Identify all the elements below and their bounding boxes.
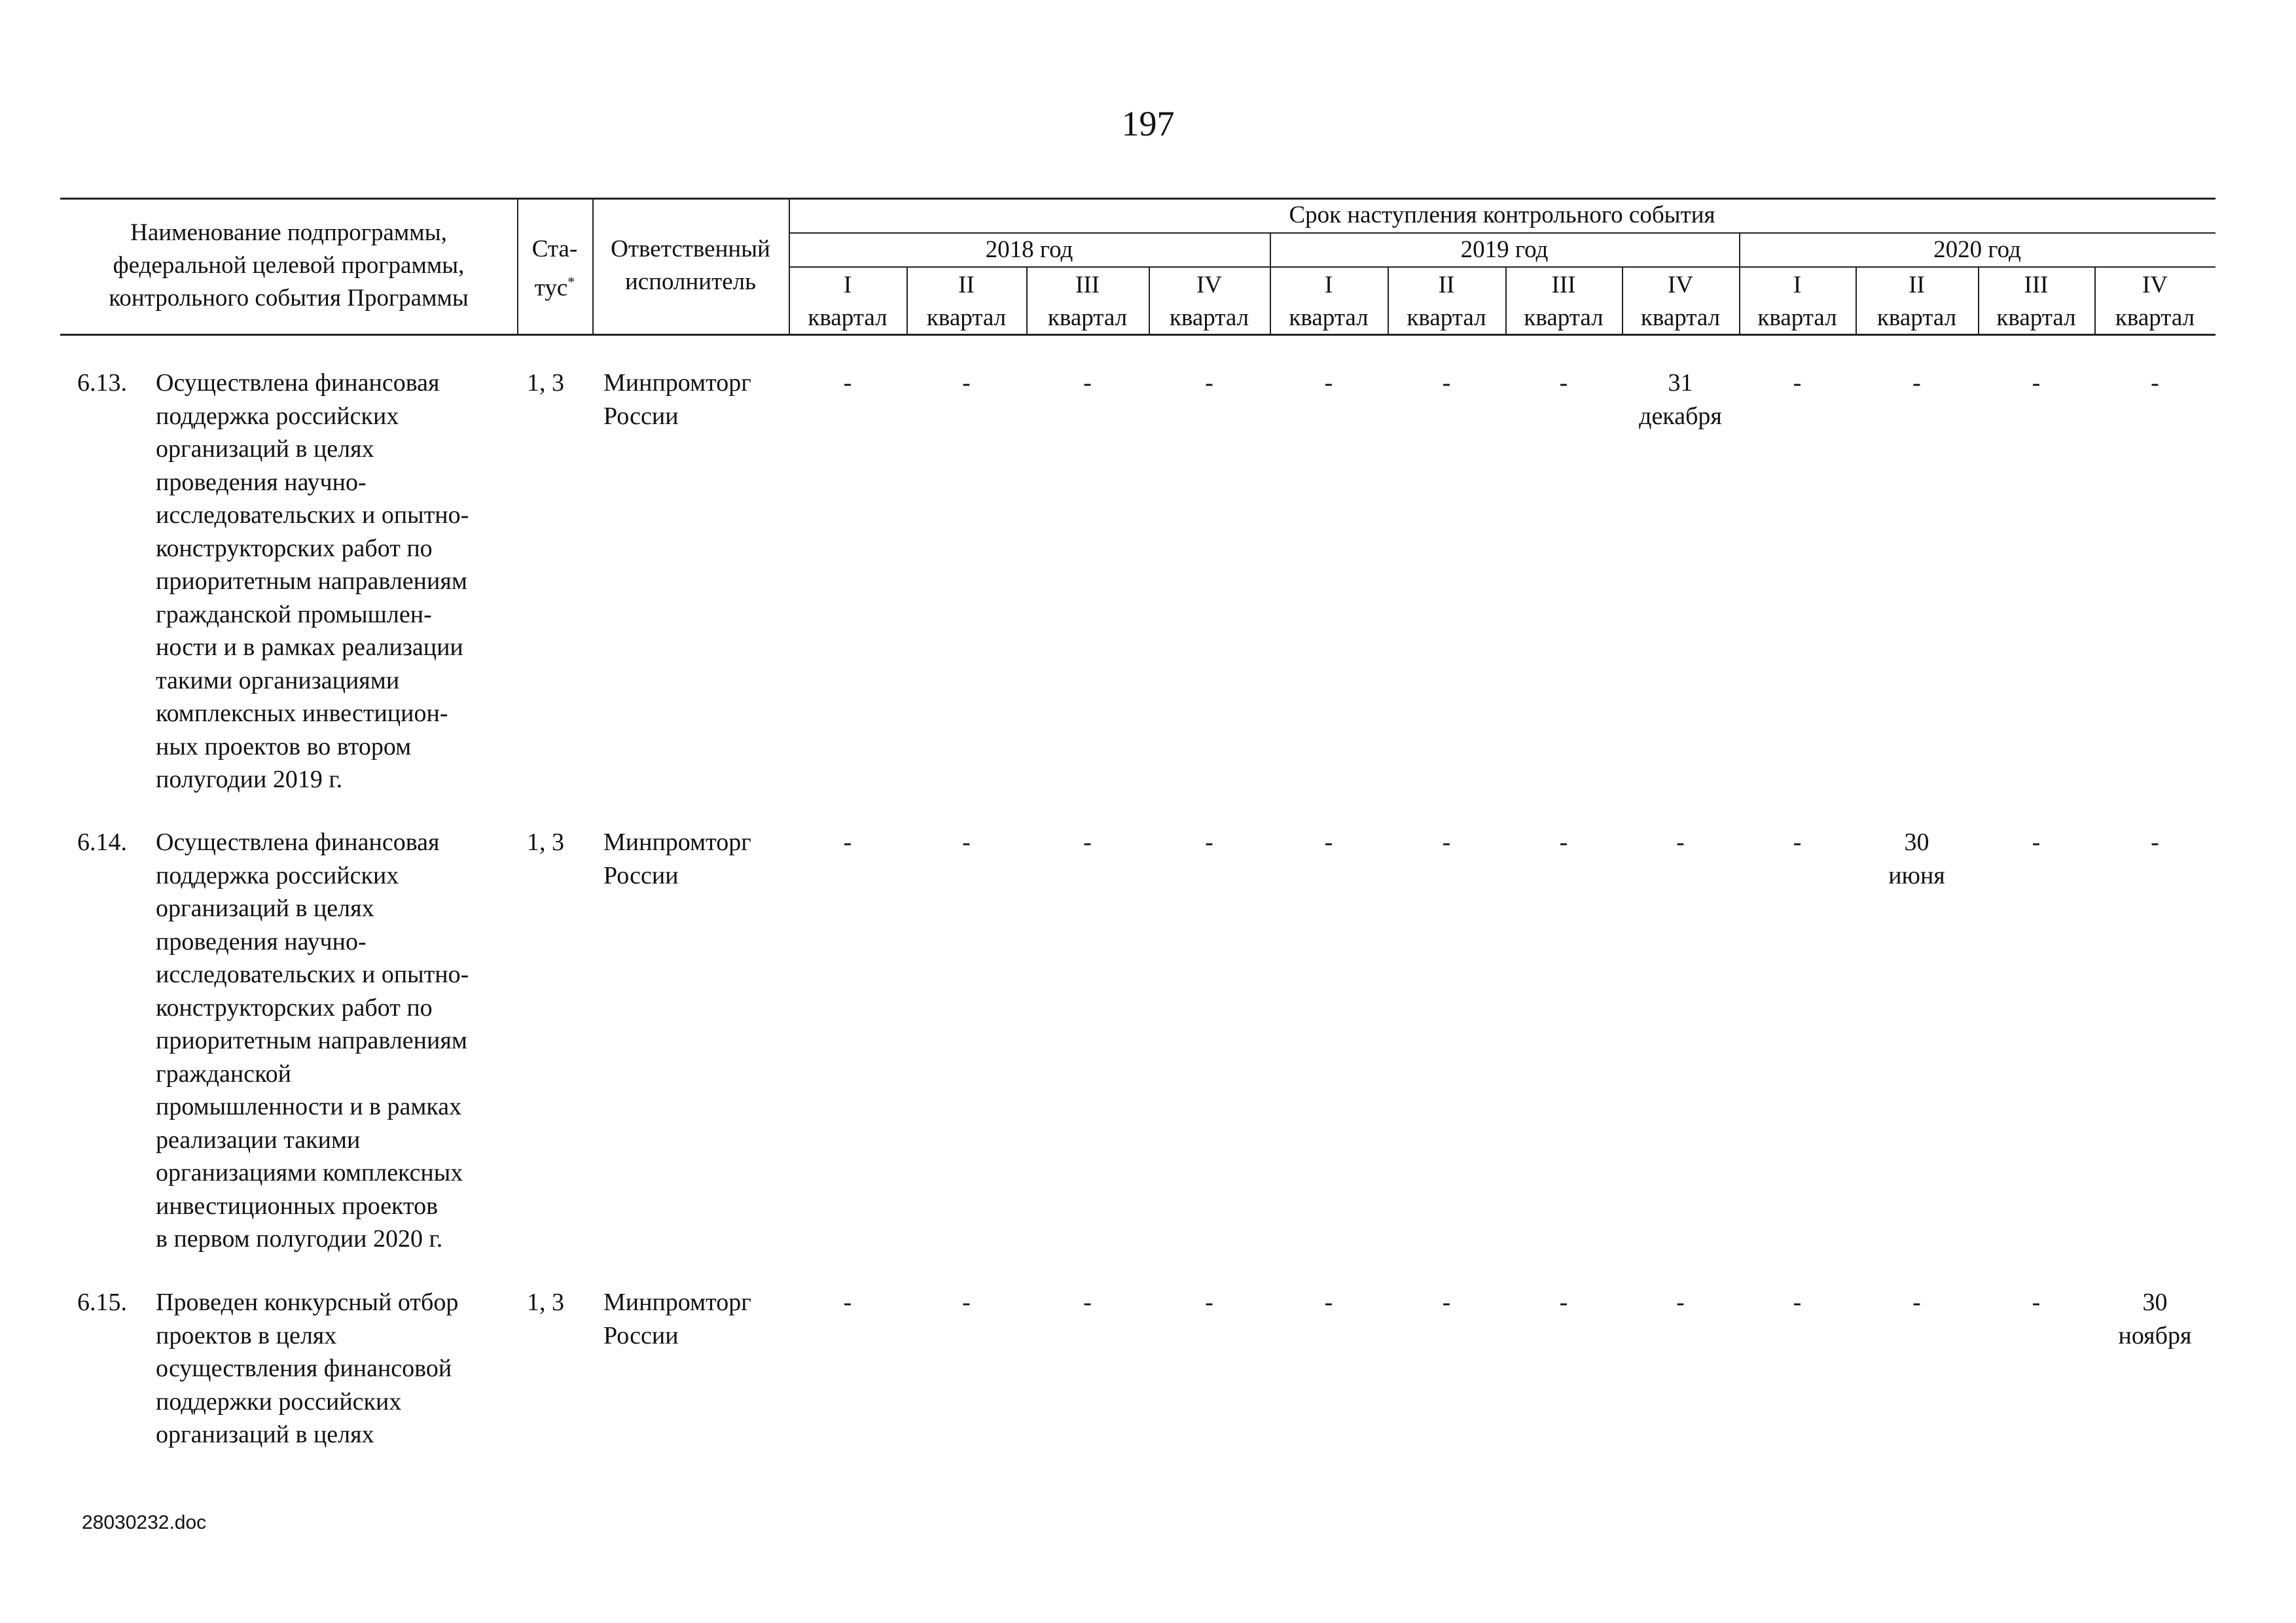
header-quarter-numeral: IV [1667, 272, 1694, 298]
row-event-name-line: исследовательских и опытно- [156, 961, 469, 988]
row-responsible: Минпромторг [603, 1289, 751, 1316]
row-status: 1, 3 [527, 1289, 564, 1316]
row-event-name-line: приоритетным направлениям [156, 1027, 467, 1054]
row-quarter-value: - [2151, 829, 2159, 856]
header-name-column: Наименование подпрограммы, [130, 219, 447, 246]
row-event-name-line: поддержка российских [156, 861, 399, 889]
row-quarter-value: - [843, 829, 852, 856]
header-quarter-word: квартал [1757, 304, 1837, 331]
header-year: 2018 год [985, 236, 1073, 263]
row-responsible: России [603, 861, 679, 889]
header-quarter-numeral: III [1075, 272, 1100, 298]
row-event-name-line: проведения научно- [156, 927, 367, 955]
header-quarter-numeral: I [1793, 272, 1802, 298]
row-event-name-line: поддержки российских [156, 1387, 402, 1416]
row-event-name-line: исследовательских и опытно- [156, 501, 469, 529]
row-quarter-value: - [962, 829, 971, 856]
row-quarter-value: 31 [1668, 369, 1693, 397]
page-number: 197 [1121, 104, 1175, 143]
header-quarter-numeral: I [843, 272, 852, 298]
header-quarter-word: квартал [808, 304, 888, 331]
row-quarter-value: - [1793, 1289, 1802, 1316]
header-quarter-word: квартал [926, 304, 1007, 331]
header-name-column: контрольного события Программы [109, 285, 469, 312]
row-quarter-value: - [1559, 369, 1568, 397]
row-quarter-value: - [1442, 829, 1451, 856]
row-quarter-value: - [1083, 1289, 1092, 1316]
row-status: 1, 3 [527, 829, 564, 856]
row-responsible: России [603, 402, 679, 430]
row-quarter-value: - [1324, 1289, 1333, 1316]
row-quarter-value: декабря [1639, 402, 1722, 430]
row-event-name-line: ности и в рамках реализации [156, 633, 463, 661]
row-event-name-line: полугодии 2019 г. [156, 766, 343, 793]
row-event-name-line: конструкторских работ по [156, 993, 433, 1022]
header-quarter-word: квартал [2115, 304, 2195, 331]
header-quarter-word: квартал [1407, 304, 1486, 331]
row-event-name-line: Осуществлена финансовая [156, 369, 440, 397]
row-quarter-value: - [1442, 369, 1451, 397]
header-quarter-numeral: II [1438, 272, 1455, 298]
row-event-name-line: Осуществлена финансовая [156, 829, 440, 856]
row-quarter-value: - [2151, 369, 2159, 397]
row-quarter-value: - [1205, 1289, 1213, 1316]
header-status-footnote-mark: * [567, 274, 575, 290]
header-responsible-column: Ответственный [611, 236, 770, 262]
row-quarter-value: ноября [2118, 1321, 2192, 1349]
header-quarter-numeral: II [958, 272, 975, 298]
header-quarter-numeral: I [1324, 272, 1333, 298]
header-quarter-word: квартал [1996, 304, 2076, 331]
header-responsible-column: исполнитель [624, 268, 757, 295]
row-event-name-line: гражданской промышлен- [156, 600, 432, 628]
row-number: 6.13. [77, 369, 127, 397]
header-year: 2019 год [1460, 236, 1549, 263]
row-quarter-value: 30 [1904, 829, 1929, 856]
header-quarter-numeral: II [1909, 272, 1925, 298]
row-event-name-line: проектов в целях [156, 1321, 337, 1349]
row-responsible: России [603, 1321, 679, 1349]
row-event-name-line: приоритетным направлениям [156, 567, 467, 595]
row-quarter-value: - [2032, 369, 2041, 397]
header-quarter-numeral: IV [1196, 272, 1223, 298]
row-quarter-value: - [2032, 1289, 2041, 1316]
row-quarter-value: - [1324, 369, 1333, 397]
row-quarter-value: - [843, 369, 852, 397]
row-quarter-value: - [1793, 829, 1802, 856]
header-deadline-title: Срок наступления контрольного события [1289, 202, 1715, 228]
row-quarter-value: - [2032, 829, 2041, 856]
header-quarter-word: квартал [1876, 304, 1957, 331]
row-quarter-value: - [1676, 829, 1685, 856]
row-event-name-line: конструкторских работ по [156, 534, 433, 562]
header-quarter-numeral: III [1551, 272, 1576, 298]
row-responsible: Минпромторг [603, 369, 751, 397]
document-filename: 28030232.doc [82, 1512, 207, 1533]
row-quarter-value: - [1912, 369, 1921, 397]
row-event-name-line: проведения научно- [156, 468, 367, 496]
row-status: 1, 3 [527, 369, 564, 397]
row-event-name-line: комплексных инвестицион- [156, 700, 448, 727]
row-event-name-line: организаций в целях [156, 435, 374, 463]
row-quarter-value: - [1676, 1289, 1685, 1316]
row-number: 6.15. [77, 1289, 127, 1316]
row-number: 6.14. [77, 829, 127, 856]
row-quarter-value: - [1912, 1289, 1921, 1316]
row-responsible: Минпромторг [603, 829, 751, 856]
row-event-name-line: ных проектов во втором [156, 732, 412, 760]
row-quarter-value: - [962, 369, 971, 397]
header-quarter-numeral: IV [2142, 272, 2168, 298]
row-quarter-value: - [843, 1289, 852, 1316]
row-quarter-value: 30 [2142, 1289, 2168, 1316]
row-quarter-value: - [1559, 1289, 1568, 1316]
row-event-name-line: гражданской [156, 1060, 291, 1088]
row-quarter-value: - [1083, 829, 1092, 856]
header-status-column: Ста- [531, 236, 578, 262]
row-event-name-line: в первом полугодии 2020 г. [156, 1225, 443, 1253]
row-event-name-line: инвестиционных проектов [156, 1192, 439, 1220]
row-quarter-value: - [1205, 369, 1213, 397]
row-event-name-line: промышленности и в рамках [156, 1093, 462, 1120]
header-quarter-word: квартал [1640, 304, 1721, 331]
header-year: 2020 год [1933, 236, 2021, 263]
row-quarter-value: - [1083, 369, 1092, 397]
row-event-name-line: организациями комплексных [156, 1159, 463, 1186]
row-event-name-line: Проведен конкурсный отбор [156, 1289, 459, 1316]
header-quarter-word: квартал [1047, 304, 1128, 331]
row-quarter-value: - [1793, 369, 1802, 397]
header-status-column: тус* [534, 274, 575, 302]
row-event-name-line: реализации такими [156, 1126, 361, 1154]
header-quarter-word: квартал [1289, 304, 1369, 331]
header-quarter-numeral: III [2024, 272, 2049, 298]
header-quarter-word: квартал [1524, 304, 1604, 331]
row-event-name-line: такими организациями [156, 666, 400, 694]
row-quarter-value: - [1205, 829, 1213, 856]
header-quarter-word: квартал [1169, 304, 1249, 331]
row-quarter-value: - [1324, 829, 1333, 856]
header-name-column: федеральной целевой программы, [113, 252, 465, 279]
row-event-name-line: организаций в целях [156, 895, 374, 922]
row-event-name-line: организаций в целях [156, 1421, 374, 1448]
row-quarter-value: - [1559, 829, 1568, 856]
row-event-name-line: осуществления финансовой [156, 1355, 452, 1382]
row-quarter-value: - [962, 1289, 971, 1316]
row-quarter-value: - [1442, 1289, 1451, 1316]
row-quarter-value: июня [1888, 861, 1945, 889]
row-event-name-line: поддержка российских [156, 402, 399, 430]
